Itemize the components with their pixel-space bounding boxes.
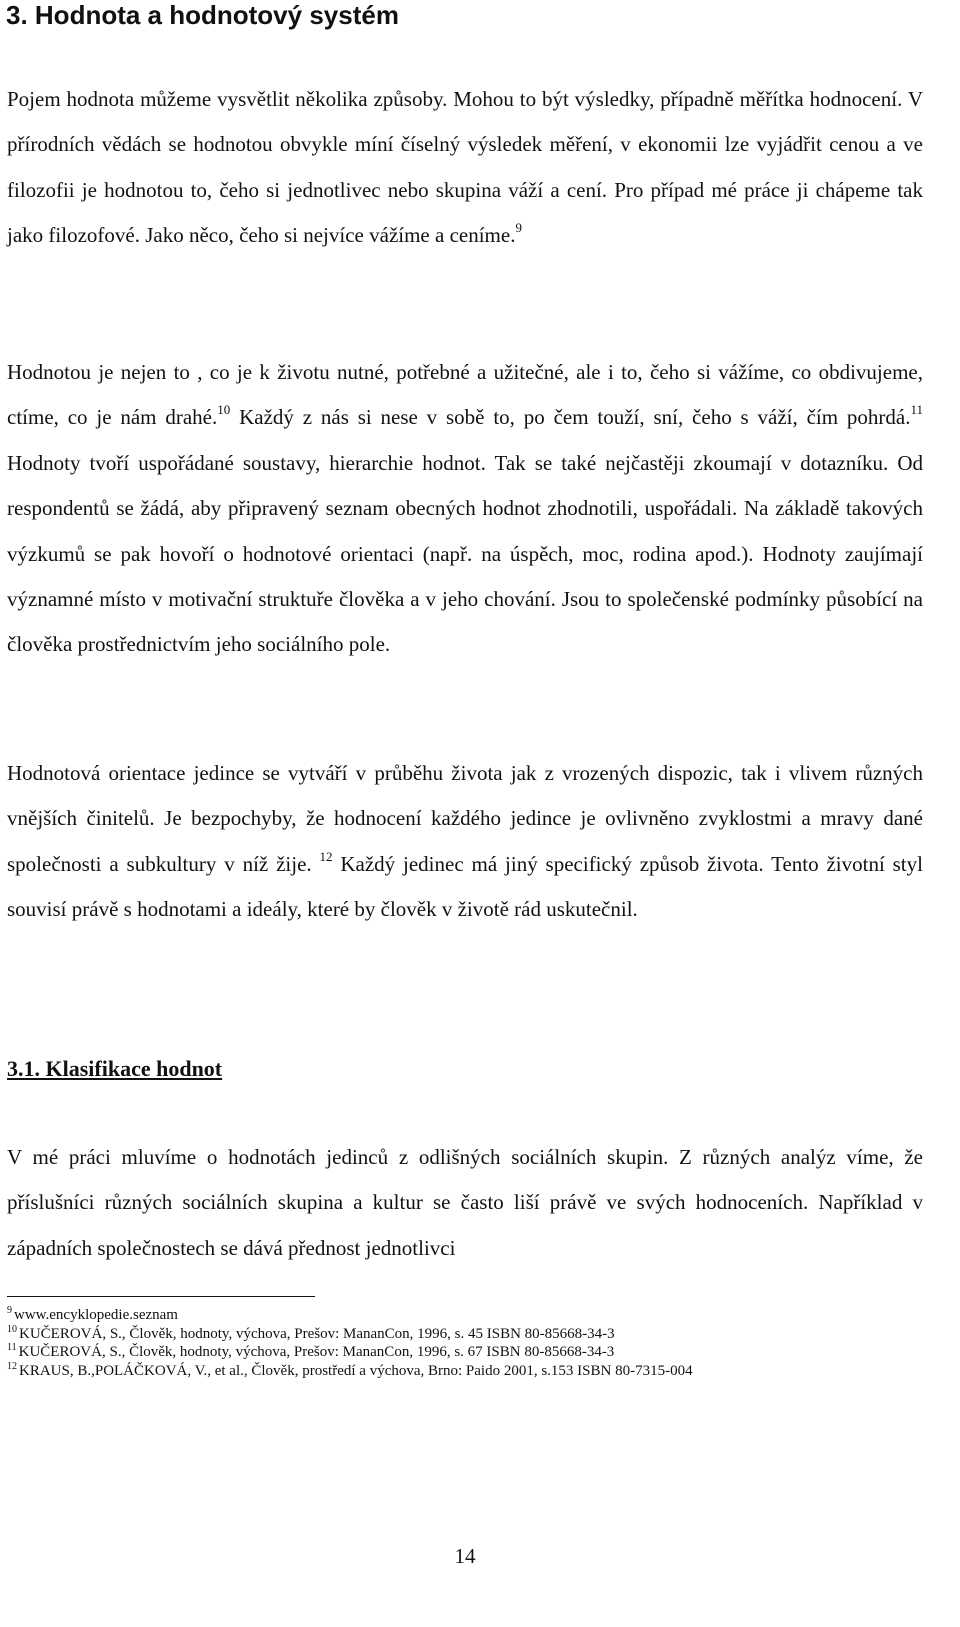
footnotes [7, 1306, 927, 1380]
footnote-number: 9 [7, 1305, 12, 1316]
paragraph-2-part-3: Hodnoty tvoří uspořádané soustavy, hierarchie hodnot. Tak se také nejčastěji zkoumají v dotazníku. Od respondentů se žádá, aby připravený seznam obecných hodnot zhodnotili, uspořádali. Na základě takových výzkumů se pak hovoří o hodnotové orientaci (např. na úspěch, moc, rodina apod.). Hodnoty zaujímají významné místo v motivační struktuře člověka a v jeho chování. Jsou to společenské podmínky působící na člověka prostřednictvím jeho sociálního pole. [7, 450, 923, 657]
paragraph-2-part-2: Každý z nás si nese v sobě to, po čem touží, sní, čeho s váží, čím pohrdá. [230, 405, 911, 430]
footnote-text: KUČEROVÁ, S., Člověk, hodnoty, výchova, Prešov: MananCon, 1996, s. 45 ISBN 80-85668-34-3 [19, 1325, 615, 1342]
footnote-ref-9[interactable]: 9 [515, 220, 522, 236]
footnote-ref-12[interactable]: 12 [319, 848, 333, 864]
footnote-ref-10[interactable]: 10 [217, 402, 231, 418]
paragraph-2-part-1: Hodnotou je nejen to , co je k životu nutné, potřebné a užitečné, ale i to, čeho si vážíme, co obdivujeme, ctíme, co je nám drahé. [7, 360, 923, 430]
page-number: 14 [454, 1544, 476, 1568]
section-heading: 3.1. Klasifikace hodnot [7, 1056, 223, 1081]
footnote-separator [7, 1296, 315, 1297]
footnote-text: KUČEROVÁ, S., Člověk, hodnoty, výchova, Prešov: MananCon, 1996, s. 67 ISBN 80-85668-34-3 [18, 1344, 615, 1360]
footnote-number: 12 [7, 1360, 17, 1372]
chapter-heading: 3. Hodnota a hodnotový systém [6, 0, 399, 30]
footnote-12 [7, 1362, 927, 1381]
footnote-10 [7, 1325, 927, 1344]
paragraph-2 [7, 350, 923, 668]
paragraph-4: V mé práci mluvíme o hodnotách jedinců z odlišných sociálních skupin. Z různých analýz víme, že příslušníci různých sociálních skupina a kultur se často liší právě ve svých hodnoceních. Například v západních společnostech se dává přednost jednotlivci [7, 1145, 923, 1260]
footnote-text: www.encyklopedie.seznam [14, 1307, 178, 1323]
paragraph-3-part-1: Hodnotová orientace jedince se vytváří v průběhu života jak z vrozených dispozic, tak i vlivem různých vnějších činitelů. Je bezpochyby, že hodnocení každého jedince je ovlivněno zvyklostmi a mravy dané společnosti a subkultury v níž žije. [7, 761, 923, 876]
footnote-number: 10 [7, 1323, 17, 1335]
footnote-11 [7, 1343, 927, 1362]
footnote-ref-11[interactable]: 11 [910, 402, 923, 418]
paragraph-1-text: Pojem hodnota můžeme vysvětlit několika způsoby. Mohou to být výsledky, případně měřítka hodnocení. V přírodních vědách se hodnotou obvykle míní číselný výsledek měření, v ekonomii lze vyjádřit cenou a ve filozofii je hodnotou to, čeho si jednotlivec nebo skupina váží a cení. Pro případ mé práce ji chápeme tak jako filozofové. Jako něco, čeho si nejvíce vážíme a ceníme. [7, 87, 923, 248]
footnote-9 [7, 1306, 927, 1325]
paragraph-3 [7, 751, 923, 933]
footnote-number: 11 [7, 1342, 17, 1353]
paragraph-1 [7, 77, 923, 259]
footnote-text: KRAUS, B.,POLÁČKOVÁ, V., et al., Člověk, prostředí a výchova, Brno: Paido 2001, s.153 ISBN 80-7315-004 [19, 1362, 693, 1379]
paragraph-3-part-2: Každý jedinec má jiný specifický způsob života. Tento životní styl souvisí právě s hodnotami a ideály, které by člověk v životě rád uskutečnil. [7, 851, 923, 922]
